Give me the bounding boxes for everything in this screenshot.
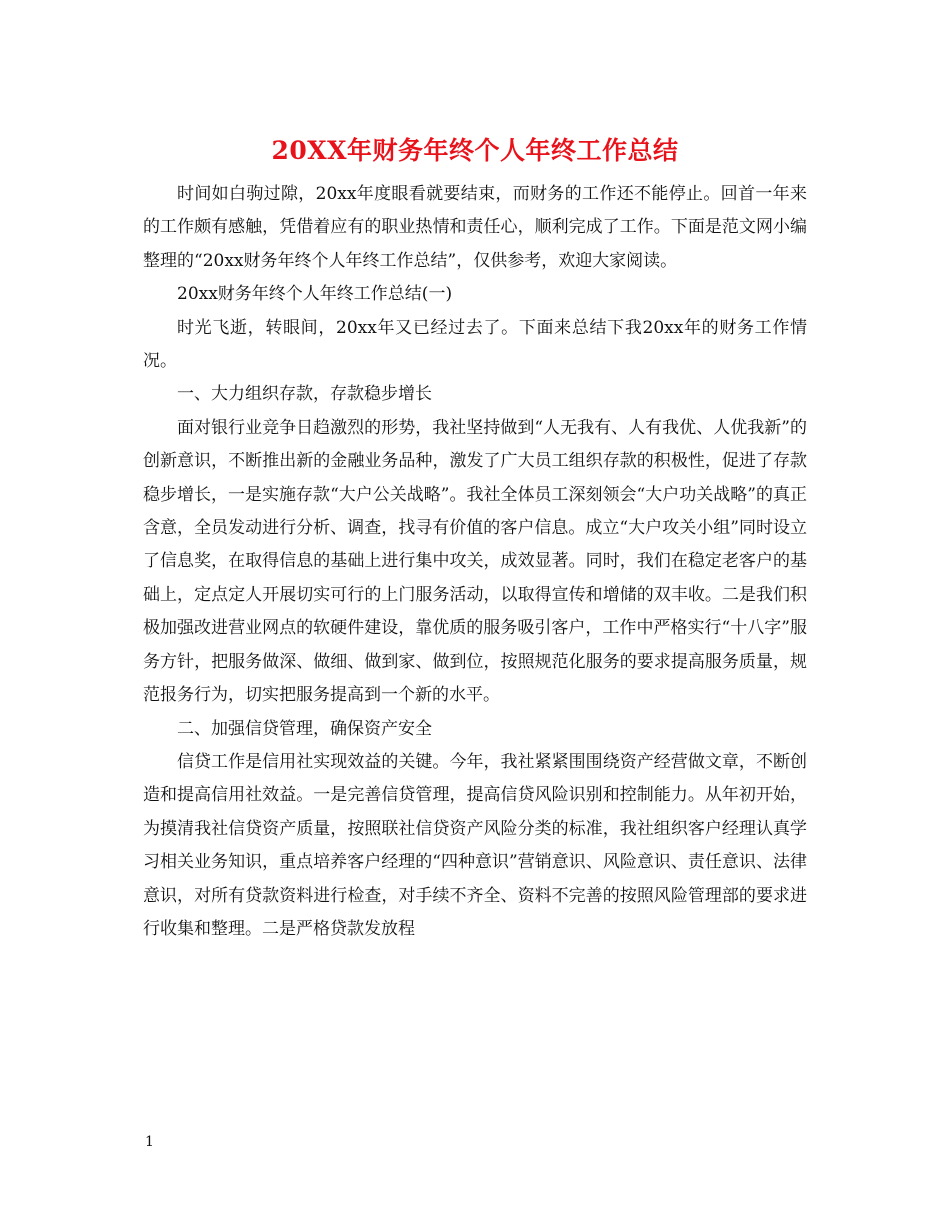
paragraph-overview: 时光飞逝，转眼间，20xx年又已经过去了。下面来总结下我20xx年的财务工作情况。 xyxy=(143,317,807,372)
section-heading-credit: 二、加强信贷管理，确保资产安全 xyxy=(177,718,432,739)
document-title: 20XX年财务年终个人年终工作总结 xyxy=(271,136,679,165)
paragraph-credit: 信贷工作是信用社实现效益的关键。今年，我社紧紧围围绕资产经营做文章，不断创造和提高信用社效益。一是完善信贷管理，提高信贷风险识别和控制能力。从年初开始，为摸清我社信贷资产质量，按照联社信贷资产风险分类的标准，我社组织客户经理认真学习相关业务知识，重点培养客户经理的“四种意识”营销意识、风险意识、责任意识、法律意识，对所有贷款资料进行检查，对手续不齐全、资料不完善的按照风险管理部的要求进行收集和整理。二是严格贷款发放程 xyxy=(143,751,807,939)
section-heading-part-one: 20xx财务年终个人年终工作总结(一) xyxy=(177,284,453,305)
section-heading-deposits: 一、大力组织存款，存款稳步增长 xyxy=(177,384,432,405)
paragraph-deposits: 面对银行业竞争日趋激烈的形势，我社坚持做到“人无我有、人有我优、人优我新”的创新意识，不断推出新的金融业务品种，激发了广大员工组织存款的积极性，促进了存款稳步增长，一是实施存款“大户公关战略”。我社全体员工深刻领会“大户功关战略”的真正含意，全员发动进行分析、调查，找寻有价值的客户信息。成立“大户攻关小组”同时设立了信息奖，在取得信息的基础上进行集中攻关，成效显著。同时，我们在稳定老客户的基础上，定点定人开展切实可行的上门服务活动，以取得宣传和增储的双丰收。二是我们积极加强改进营业网点的软硬件建设，靠优质的服务吸引客户，工作中严格实行“十八字”服务方针，把服务做深、做细、做到家、做到位，按照规范化服务的要求提高服务质量，规范报务行为，切实把服务提高到一个新的水平。 xyxy=(143,417,807,706)
document-body xyxy=(143,178,807,946)
paragraph-intro: 时间如白驹过隙，20xx年度眼看就要结束，而财务的工作还不能停止。回首一年来的工作颇有感触，凭借着应有的职业热情和责任心，顺利完成了工作。下面是范文网小编整理的“20xx财务年终个人年终工作总结”，仅供参考，欢迎大家阅读。 xyxy=(143,184,807,271)
page-number: 1 xyxy=(145,1134,154,1150)
